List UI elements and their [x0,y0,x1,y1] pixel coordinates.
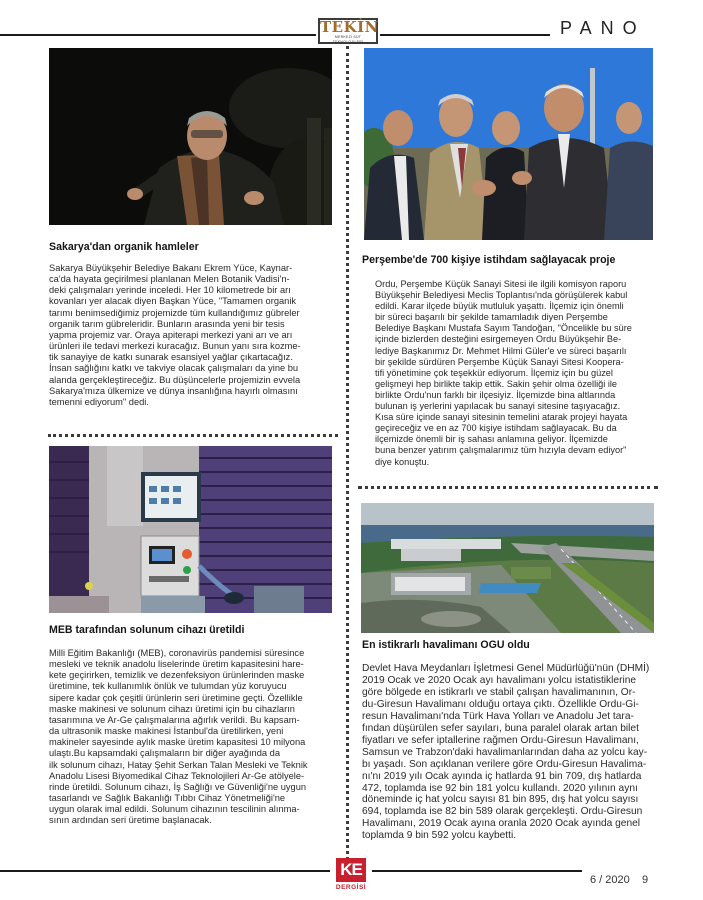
header-rule-right [380,34,550,36]
left-section-divider [48,434,338,437]
meb-body: Milli Eğitim Bakanlığı (MEB), coronavirüs pandemisi süresince mesleki ve teknik anadolu liselerinde üretim kapasitesini hare- kete geçirirken, temizlik ve dezenfeksiyon ürünlerinden maske üretimine, tek kullanımlık önlük ve tulumdan yüz koruyucu sipere kadar çok çeşitli ürünlerin seri üretimine geçti. Özellikle maske makinesi ve solunum cihazı üretimi için bu cihazların tasarımına ve Ar-Ge çalışmalarına ağırlık verildi. Bu kapsam- da ultrasonik maske makinesi İstanbul'da üretilirken, yeni makineler sayesinde aylık maske üretim kapasitesi 10 milyona ulaştı.Bu kapsamdaki çalışmaların bir diğer ayağında da ilk solunum cihazı, Hatay Şehit Serkan Talan Mesleki ve Teknik Anadolu Lisesi Biyomedikal Cihaz Teknolojileri Ar-Ge atölyele- rinde üretildi. Solunum cihazı, İş Sağlığı ve Güvenliği'ne uygun tasarlandı ve Sağlık Bakanlığı Tıbbı Cihaz Yönetmeliği'ne uygun olarak imal edildi. Solunum cihazının tescilinin alınma- sının ardından seri üretime başlanacak. [49,648,308,826]
ke-wordmark: DERGİSİ [335,884,367,891]
logo-sub-text: MERKEZİ SÜT TEKNOLOJİLERİ [332,35,364,44]
airport-headline: En istikrarlı havalimanı OGU oldu [362,639,530,651]
column-divider [346,46,349,866]
logo-main-text: TEKİN [320,18,379,36]
organic-photo-image [49,48,332,225]
footer-rule-right [372,870,582,872]
persembe-headline: Perşembe'de 700 kişiye istihdam sağlayacak proje [362,254,616,266]
right-section-divider [358,486,658,489]
page-folio: 6 / 2020 9 [590,874,649,886]
persembe-body: Ordu, Perşembe Küçük Sanayi Sitesi ile ilgili komisyon raporu Büyükşehir Belediyesi Meclis Toplantısı'nda görüşülerek kabul edildi. Karar ilçede büyük mutluluk yaşattı. İlçemiz için önemli bir süreci başarılı bir şekilde tamamladık diyen Perşembe Belediye Başkanı Mustafa Sayım Tandoğan, "Öncelikle bu süre içinde bizlerden desteğini esirgemeyen Ordu Büyükşehir Be- lediye Başkanımız Dr. Mehmet Hilmi Güler'e ve süreci başarılı bir şekilde sürdüren Perşembe Küçük Sanayi Sitesi Koopera- tifi yönetimine çok teşekkür ediyorum. İlçemiz için bu güzel gelişmeyi hep birlikte takip ettik. Sakin şehir olma özelliği ile birlikte Ordu'nun farklı bir ilçesiyiz. İlçemizde bina altlarında bulunan iş yerlerini yapılacak bu sanayi sitesine taşıyacağız. Kısa süre içinde sanayi sitesinin temelini atarak projeyi hayata geçireceğiz ve en az 700 kişiye istihdam sağlayacak. Bu da ilçemizde önemli bir iş sahası anlamına geliyor. İlçemizde buna benzer yatırım çalışmalarımız tüm hızıyla devam ediyor" diye konuştu. [375,279,632,467]
meb-headline: MEB tarafından solunum cihazı üretildi [49,624,245,636]
airport-photo-image [361,503,654,633]
organic-photo [49,48,332,225]
section-title: PANO [560,18,646,38]
organic-headline: Sakarya'dan organik hamleler [49,241,199,253]
organic-body: Sakarya Büyükşehir Belediye Bakanı Ekrem Yüce, Kaynar- ca'da hayata geçirilmesi planlanan Melen Botanik Vadisi'n- deki çalışmaları yerinde inceledi. Her 10 kilometrede bir arı kovanları yer alacak diyen Başkan Yüce, "Tamamen organik tarımı benimsediğimiz projemizde tüm kullandığımız gübreler organik tarım gübreleridir. Bunların arasında yeni bir tesis yapma projemiz var. Oraya apiterapi merkezi yani arı ve arı ürünleri ile tedavi merkezi kuracağız. Bunun yanı sıra kozme- tik sanayiye de katkı sunarak esansiyel yağlar çıkartacağız. İnsan sağlığını katkı ve takviye olacak çalışmaları da yine bu alanda gerçekleştireceğiz. Bu düşüncelerle projemizin evvela Sakarya'mıza ülkemize ve dünya insanlığına hayırlı olmasını temenni ediyorum" dedi. [49,263,301,407]
airport-photo [361,503,654,633]
tekin-logo [318,18,378,44]
ventilator-photo-image [49,446,332,613]
persembe-photo [364,48,653,240]
ke-dergisi-logo [334,858,368,900]
footer-rule-left [0,870,330,872]
ventilator-photo [49,446,332,613]
ke-mark: KE [336,858,366,882]
airport-body: Devlet Hava Meydanları İşletmesi Genel Müdürlüğü'nün (DHMİ) 2019 Ocak ve 2020 Ocak ayı havalimanı yolcu istatistiklerine göre bölgede en istikrarlı ve stabil çalışan havalimanının, Or- du-Giresun Havalimanı olduğu ortaya çıktı. Özellikle Ordu-Gi- resun Havalimanı'nda Türk Hava Yolları ve Anadolu Jet tara- fından düşürülen sefer sayıları, buna paralel olarak artan bilet fiyatları ve sefer iptallerine rağmen Ordu-Giresun Havalimanı, Samsun ve Trabzon'daki havalimanlarından daha az yolcu kay- bı yaşadı. Son açıklanan verilere göre Ordu-Giresun Havalima- nı'nı 2019 yılı Ocak ayında iç hatlarda 91 bin 709, dış hatlarda 472, toplamda ise 92 bin 181 yolcu kullandı. 2020 yılının aynı döneminde iç hat yolcu sayısı 81 bin 895, dış hat yolcu sayısı 694, toplamda ise 82 bin 589 olarak gerçekleşti. Ordu-Giresun Havalimanı, 2019 Ocak ayına oranla 2020 Ocak ayında genel toplamda 9 bin 592 yolcu kaybetti. [362,663,650,842]
header-rule-left [0,34,316,36]
persembe-photo-image [364,48,653,240]
